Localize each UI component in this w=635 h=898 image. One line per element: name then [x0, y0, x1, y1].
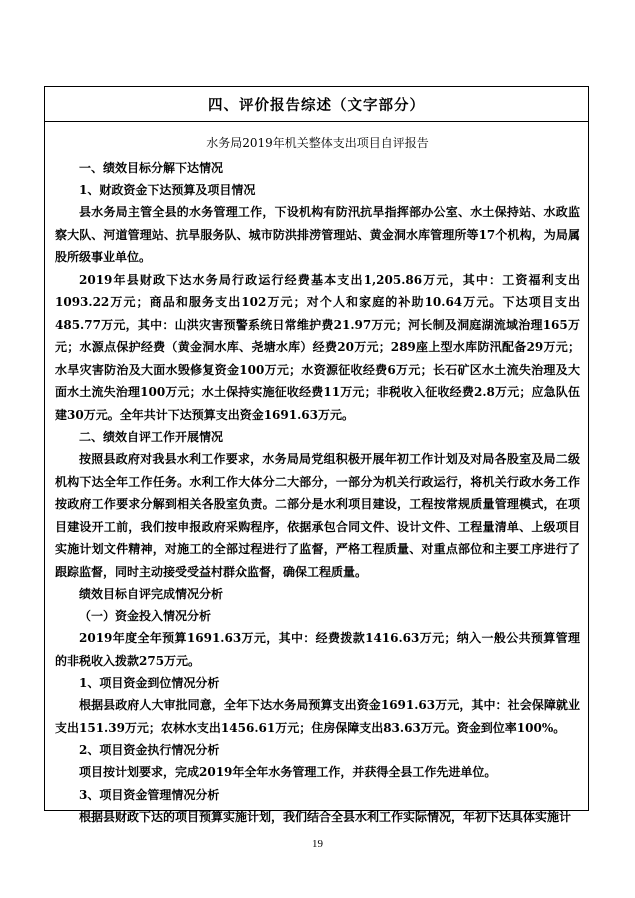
- heading: 一、绩效目标分解下达情况: [79, 161, 224, 175]
- heading: （一）资金投入情况分析: [79, 609, 212, 623]
- heading: 2、项目资金执行情况分析: [79, 743, 220, 757]
- paragraph: 2019年县财政下达水务局行政运行经费基本支出1,205.86万元，其中：工资福利支出1093.22万元；商品和服务支出102万元；对个人和家庭的补助10.64万元。下达项目支出485.77万元，其中：山洪灾害预警系统日常维护费21.97万元；河长制及洞庭湖流域治理165万元；水源点保护经费（黄金洞水库、尧塘水库）经费20万元；289座上型水库防汛配备29万元；水旱灾害防治及大面水毁修复资金100万元；水资源征收经费6万元；长石矿区水土流失治理及大面水土流失治理100万元；水土保持实施征收经费11万元；非税收入征收经费2.8万元；应急队伍建30万元。全年共计下达预算支出资金1691.63万元。: [55, 272, 580, 422]
- paragraph: 2019年度全年预算1691.63万元，其中：经费拨款1416.63万元；纳入一般公共预算管理的非税收入拨款275万元。: [55, 631, 580, 668]
- report-content: [45, 122, 588, 828]
- section-header: 四、评价报告综述（文字部分）: [208, 96, 425, 114]
- paragraph: 项目按计划要求，完成2019年全年水务管理工作，并获得全县工作先进单位。: [79, 765, 497, 779]
- section-header-row: [45, 87, 588, 122]
- heading: 绩效目标自评完成情况分析: [79, 587, 224, 601]
- paragraph: 根据县政府人大审批同意，全年下达水务局预算支出资金1691.63万元，其中：社会保障就业支出151.39万元；农林水支出1456.61万元；住房保障支出83.63万元。资金到位率100%。: [55, 698, 580, 735]
- paragraph: 按照县政府对我县水利工作要求，水务局局党组积极开展年初工作计划及对局各股室及局二级机构下达全年工作任务。水利工作大体分二大部分，一部分为机关行政运行，将机关行政水务工作按政府工作要求分解到相关各股室负责。二部分是水利项目建设，工程按常规质量管理模式，在项目建设开工前，我们按申报政府采购程序，依据承包合同文件、设计文件、工程量清单、上级项目实施计划文件精神，对施工的全部过程进行了监督，严格工程质量、对重点部位和主要工序进行了跟踪监督，同时主动接受受益村群众监督，确保工程质量。: [55, 452, 580, 579]
- heading: 3、项目资金管理情况分析: [79, 787, 220, 802]
- heading: 1、项目资金到位情况分析: [79, 676, 220, 690]
- heading: 1、财政资金下达预算及项目情况: [79, 183, 256, 197]
- paragraph: 根据县财政下达的项目预算实施计划，我们结合全县水利工作实际情况，年初下达具体实施计: [79, 809, 572, 824]
- heading: 二、绩效自评工作开展情况: [79, 430, 224, 444]
- document-title: 水务局2019年机关整体支出项目自评报告: [206, 136, 429, 150]
- paragraph: 县水务局主管全县的水务管理工作，下设机构有防汛抗旱指挥部办公室、水土保持站、水政监察大队、河道管理站、抗旱服务队、城市防洪排涝管理站、黄金洞水库管理所等17个机构，为局属股所级事业单位。: [55, 205, 580, 264]
- report-frame: [44, 86, 589, 824]
- page-number: 19: [312, 838, 323, 850]
